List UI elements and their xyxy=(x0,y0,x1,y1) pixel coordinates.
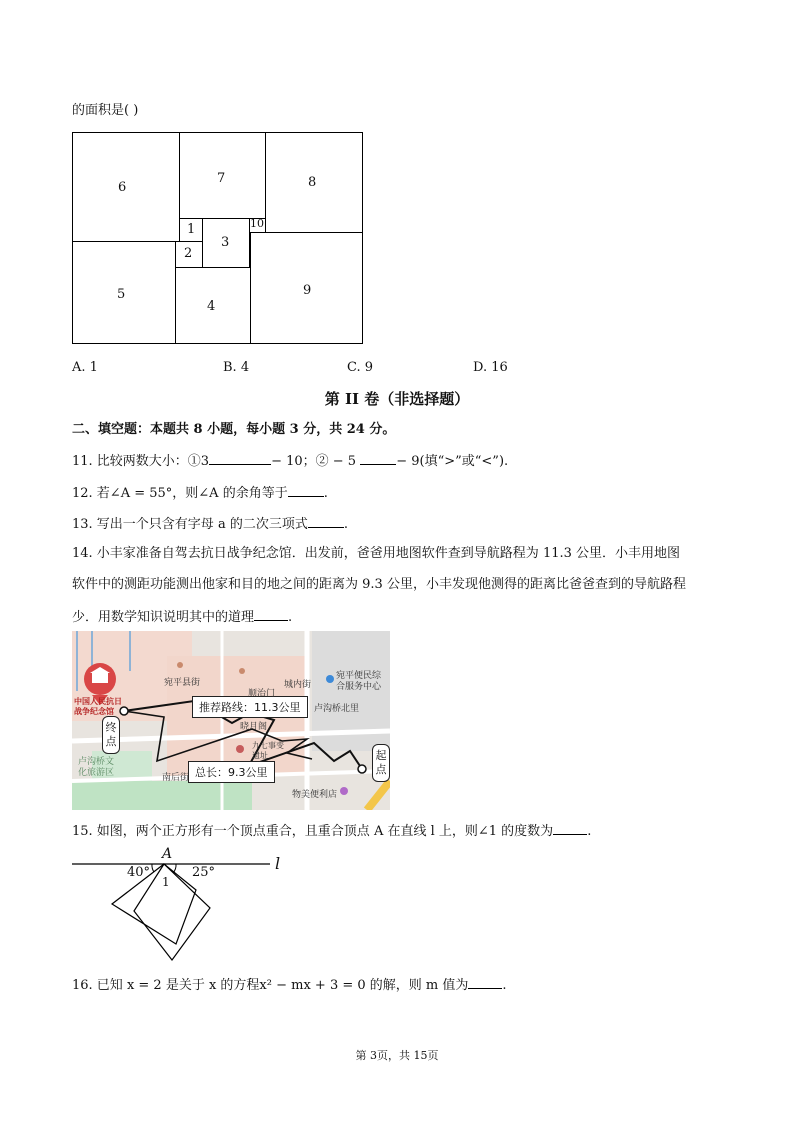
section2-header: 二、填空题：本题共 8 小题，每小题 3 分，共 24 分。 xyxy=(72,422,396,437)
map-end-marker: 终点 xyxy=(102,716,120,754)
question-14-line-3 xyxy=(72,607,292,627)
square-label-7: 7 xyxy=(217,171,226,186)
q15-text: 15. 如图，两个正方形有一个顶点重合，且重合顶点 A 在直线 l 上，则∠1 的度数为 xyxy=(72,824,554,839)
line-l-label: l xyxy=(275,854,281,873)
square-label-5: 5 xyxy=(117,287,126,302)
q16-blank[interactable] xyxy=(468,975,502,989)
square-label-2: 2 xyxy=(184,246,193,261)
square-label-10: 10 xyxy=(250,217,264,230)
q12-blank[interactable] xyxy=(288,483,324,497)
q11-part-a: 11. 比较两数大小：①3 xyxy=(72,454,210,469)
vertex-a-label: A xyxy=(162,846,173,862)
map-label-incident-site: 九七事变 遗址 xyxy=(252,741,284,760)
q13-end: . xyxy=(343,517,348,532)
square-label-1: 1 xyxy=(187,222,196,237)
page-footer: 第 3页，共 15页 xyxy=(355,1049,439,1062)
map-label-xiaoyue-pavilion: 晓月阁 xyxy=(240,722,268,732)
map-label-nanhou-street: 南后街 xyxy=(162,773,190,783)
map-label-tourism-area: 卢沟桥文 化旅游区 xyxy=(78,757,115,778)
angle-25-label: 25° xyxy=(192,865,216,880)
q16-end: . xyxy=(502,978,507,993)
map-figure xyxy=(72,631,390,810)
option-c: C. 9 xyxy=(347,360,374,375)
q11-part-b: − 10；② − 5 xyxy=(271,454,357,469)
q14-text: 少．用数学知识说明其中的道理 xyxy=(72,610,255,625)
square-label-4: 4 xyxy=(207,299,216,314)
two-squares-svg xyxy=(72,846,292,966)
q11-blank-1[interactable] xyxy=(209,451,271,465)
option-b: B. 4 xyxy=(223,360,250,375)
q14-blank[interactable] xyxy=(254,607,288,621)
map-label-wumart: 物美便利店 xyxy=(292,790,338,800)
q12-text: 12. 若∠A = 55°，则∠A 的余角等于 xyxy=(72,486,288,501)
map-label-lugouqiao-beili: 卢沟桥北里 xyxy=(314,704,360,714)
map-total-length: 总长：9.3公里 xyxy=(188,761,275,783)
two-squares-figure xyxy=(72,846,292,966)
option-d: D. 16 xyxy=(473,360,508,375)
q11-part-c: − 9(填“>”或“<”). xyxy=(396,454,509,469)
question-14-line-2: 软件中的测距功能测出他家和目的地之间的距离为 9.3 公里，小丰发现他测得的距离比爸爸查到的导航路程 xyxy=(72,577,686,592)
q15-blank[interactable] xyxy=(553,821,587,835)
question-14-line-1: 14. 小丰家准备自驾去抗日战争纪念馆．出发前，爸爸用地图软件查到导航路程为 11.3 公里．小丰用地图 xyxy=(72,546,681,561)
question-16 xyxy=(72,975,507,995)
question-15 xyxy=(72,821,591,841)
map-start-marker: 起点 xyxy=(372,744,390,782)
question-12 xyxy=(72,483,328,503)
option-a: A. 1 xyxy=(72,360,98,375)
part2-title: 第 II 卷（非选择题） xyxy=(324,390,470,408)
q11-blank-2[interactable] xyxy=(360,451,396,465)
q13-blank[interactable] xyxy=(308,514,344,528)
question-13 xyxy=(72,514,348,534)
square-label-3: 3 xyxy=(221,235,230,250)
q13-text: 13. 写出一个只含有字母 a 的二次三项式 xyxy=(72,517,308,532)
square-label-9: 9 xyxy=(303,283,312,298)
angle-40-label: 40° xyxy=(127,865,151,880)
map-recommended-route: 推荐路线：11.3公里 xyxy=(192,696,308,718)
square-label-6: 6 xyxy=(118,180,127,195)
map-label-service-center: 宛平便民综 合服务中心 xyxy=(336,671,382,692)
question-10-tail: 的面积是( ) xyxy=(72,103,139,118)
map-label-museum: 中国人民抗日 战争纪念馆 xyxy=(74,697,122,716)
q15-end: . xyxy=(587,824,592,839)
map-label-shunzhi-gate: 顺治门 xyxy=(248,689,276,699)
question-11 xyxy=(72,451,508,471)
q16-text: 16. 已知 x = 2 是关于 x 的方程x² − mx + 3 = 0 的解，则 m 值为 xyxy=(72,978,469,993)
q12-end: . xyxy=(323,486,328,501)
angle-1-label: 1 xyxy=(162,875,170,889)
square-label-8: 8 xyxy=(308,175,317,190)
map-label-chengnei-street: 城内街 xyxy=(284,680,312,690)
map-label-wanping-street: 宛平县街 xyxy=(164,678,201,688)
q14-end: . xyxy=(288,610,293,625)
